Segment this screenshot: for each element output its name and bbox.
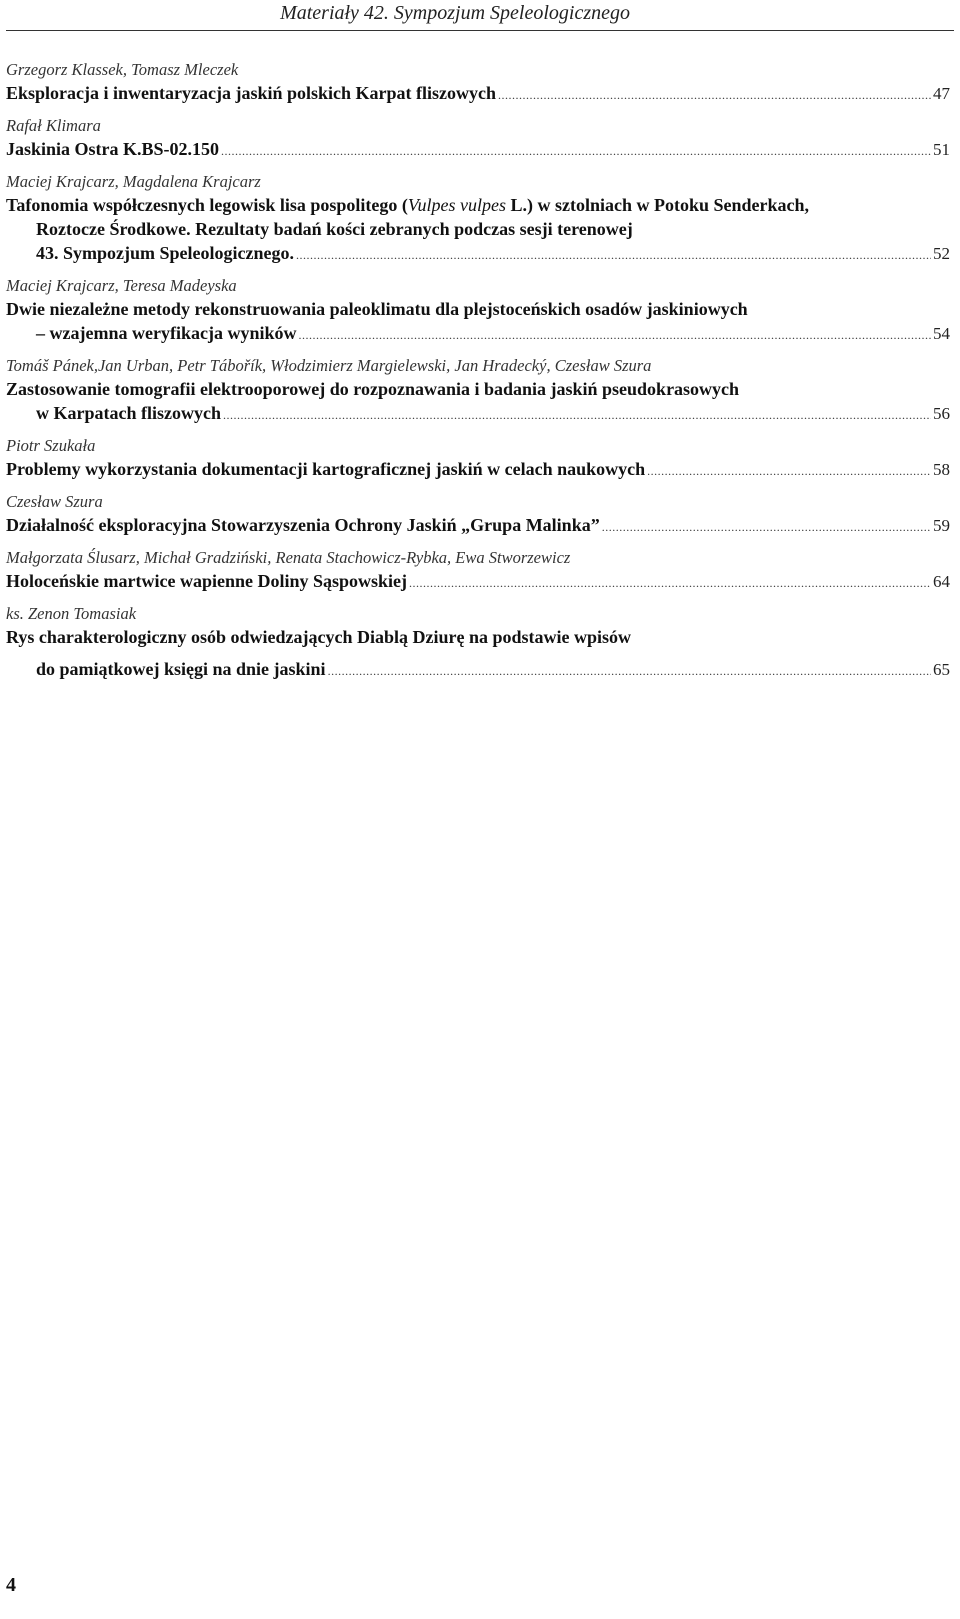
- toc-entry: [6, 435, 950, 483]
- toc-entry-title-text: do pamiątkowej księgi na dnie jaskini: [36, 659, 326, 679]
- toc-entry-authors: Maciej Krajcarz, Teresa Madeyska: [6, 276, 237, 295]
- toc-entry-page: 51: [933, 140, 950, 159]
- toc-entry-title[interactable]: [6, 457, 950, 483]
- toc-entry-title-line[interactable]: [6, 193, 950, 217]
- toc-entry-authors: Małgorzata Ślusarz, Michał Gradziński, Renata Stachowicz-Rybka, Ewa Stworzewicz: [6, 548, 571, 567]
- toc-entry: [6, 171, 950, 267]
- toc-entry-title[interactable]: [6, 241, 950, 267]
- toc-entry-page: 54: [933, 324, 950, 343]
- toc-entry: [6, 547, 950, 595]
- toc-entry-title-text: L.) w sztolniach w Potoku Senderkach,: [506, 195, 810, 215]
- toc-entry-title-italic: Vulpes vulpes: [407, 195, 507, 215]
- toc-entry: [6, 115, 950, 163]
- toc-entry-title-text: Eksploracja i inwentaryzacja jaskiń polskich Karpat fliszowych: [6, 83, 497, 103]
- toc-entry-title-text: Jaskinia Ostra K.BS-02.150: [6, 139, 220, 159]
- toc-entry-authors: Tomáš Pánek,Jan Urban, Petr Tábořík, Włodzimierz Margielewski, Jan Hradecký, Czesław Szura: [6, 356, 652, 375]
- toc-entry-title[interactable]: [6, 401, 950, 427]
- toc-entry-title-text: Problemy wykorzystania dokumentacji kartograficznej jaskiń w celach naukowych: [6, 459, 646, 479]
- toc-entry-page: 65: [933, 660, 950, 679]
- toc-entry-title-text: Holoceńskie martwice wapienne Doliny Sąspowskiej: [6, 571, 408, 591]
- toc-entry-title-line[interactable]: Zastosowanie tomografii elektrooporowej do rozpoznawania i badania jaskiń pseudokrasowych: [6, 379, 740, 399]
- dot-leader: [409, 571, 931, 595]
- dot-leader: [328, 659, 931, 683]
- toc-entry-page: 52: [933, 244, 950, 263]
- toc-entry-authors: Czesław Szura: [6, 492, 103, 511]
- header-rule: [6, 30, 954, 31]
- toc-entry: [6, 603, 950, 683]
- toc-entry-title[interactable]: [6, 569, 950, 595]
- toc-entry: [6, 355, 950, 427]
- dot-leader: [602, 515, 931, 539]
- toc-entry-title[interactable]: [6, 657, 950, 683]
- dot-leader: [223, 403, 931, 427]
- page-number: 4: [6, 1574, 16, 1596]
- toc-entry-title[interactable]: [6, 321, 950, 347]
- toc-entry-title[interactable]: [6, 81, 950, 107]
- dot-leader: [298, 323, 931, 347]
- running-header: [0, 0, 960, 36]
- running-header-title: Materiały 42. Sympozjum Speleologicznego: [280, 2, 630, 24]
- dot-leader: [296, 243, 931, 267]
- toc-entry-title-line[interactable]: Roztocze Środkowe. Rezultaty badań kości zebranych podczas sesji terenowej: [36, 219, 633, 239]
- dot-leader: [647, 459, 931, 483]
- toc-entry-page: 64: [933, 572, 950, 591]
- toc-entry-title-line[interactable]: Rys charakterologiczny osób odwiedzających Diablą Dziurę na podstawie wpisów: [6, 627, 632, 647]
- toc-entry-authors: Rafał Klimara: [6, 116, 101, 135]
- toc-entry-authors: ks. Zenon Tomasiak: [6, 604, 137, 623]
- toc-entry-title[interactable]: [6, 137, 950, 163]
- toc-entry-title-text: w Karpatach fliszowych: [36, 403, 221, 423]
- toc-entry-title[interactable]: [6, 513, 950, 539]
- toc-entry-authors: Piotr Szukała: [6, 436, 96, 455]
- toc-entry: [6, 491, 950, 539]
- toc-entry-page: 47: [933, 84, 950, 103]
- dot-leader: [498, 83, 931, 107]
- toc-entry: [6, 59, 950, 107]
- toc-entry-page: 56: [933, 404, 950, 423]
- toc-entry-title-line[interactable]: Dwie niezależne metody rekonstruowania paleoklimatu dla plejstoceńskich osadów jaskiniowych: [6, 299, 748, 319]
- toc-entry-title-text: 43. Sympozjum Speleologicznego.: [36, 243, 294, 263]
- toc-entry-authors: Grzegorz Klassek, Tomasz Mleczek: [6, 60, 239, 79]
- toc-entry-title-text: Działalność eksploracyjna Stowarzyszenia Ochrony Jaskiń „Grupa Malinka”: [6, 515, 600, 535]
- toc-entry: [6, 275, 950, 347]
- toc-entry-title-text: Tafonomia współczesnych legowisk lisa pospolitego (: [6, 195, 408, 215]
- toc-entry-page: 59: [933, 516, 950, 535]
- dot-leader: [221, 139, 931, 163]
- toc-entry-authors: Maciej Krajcarz, Magdalena Krajcarz: [6, 172, 261, 191]
- toc-entry-title-text: – wzajemna weryfikacja wyników: [36, 323, 297, 343]
- table-of-contents: [6, 59, 950, 683]
- toc-entry-page: 58: [933, 460, 950, 479]
